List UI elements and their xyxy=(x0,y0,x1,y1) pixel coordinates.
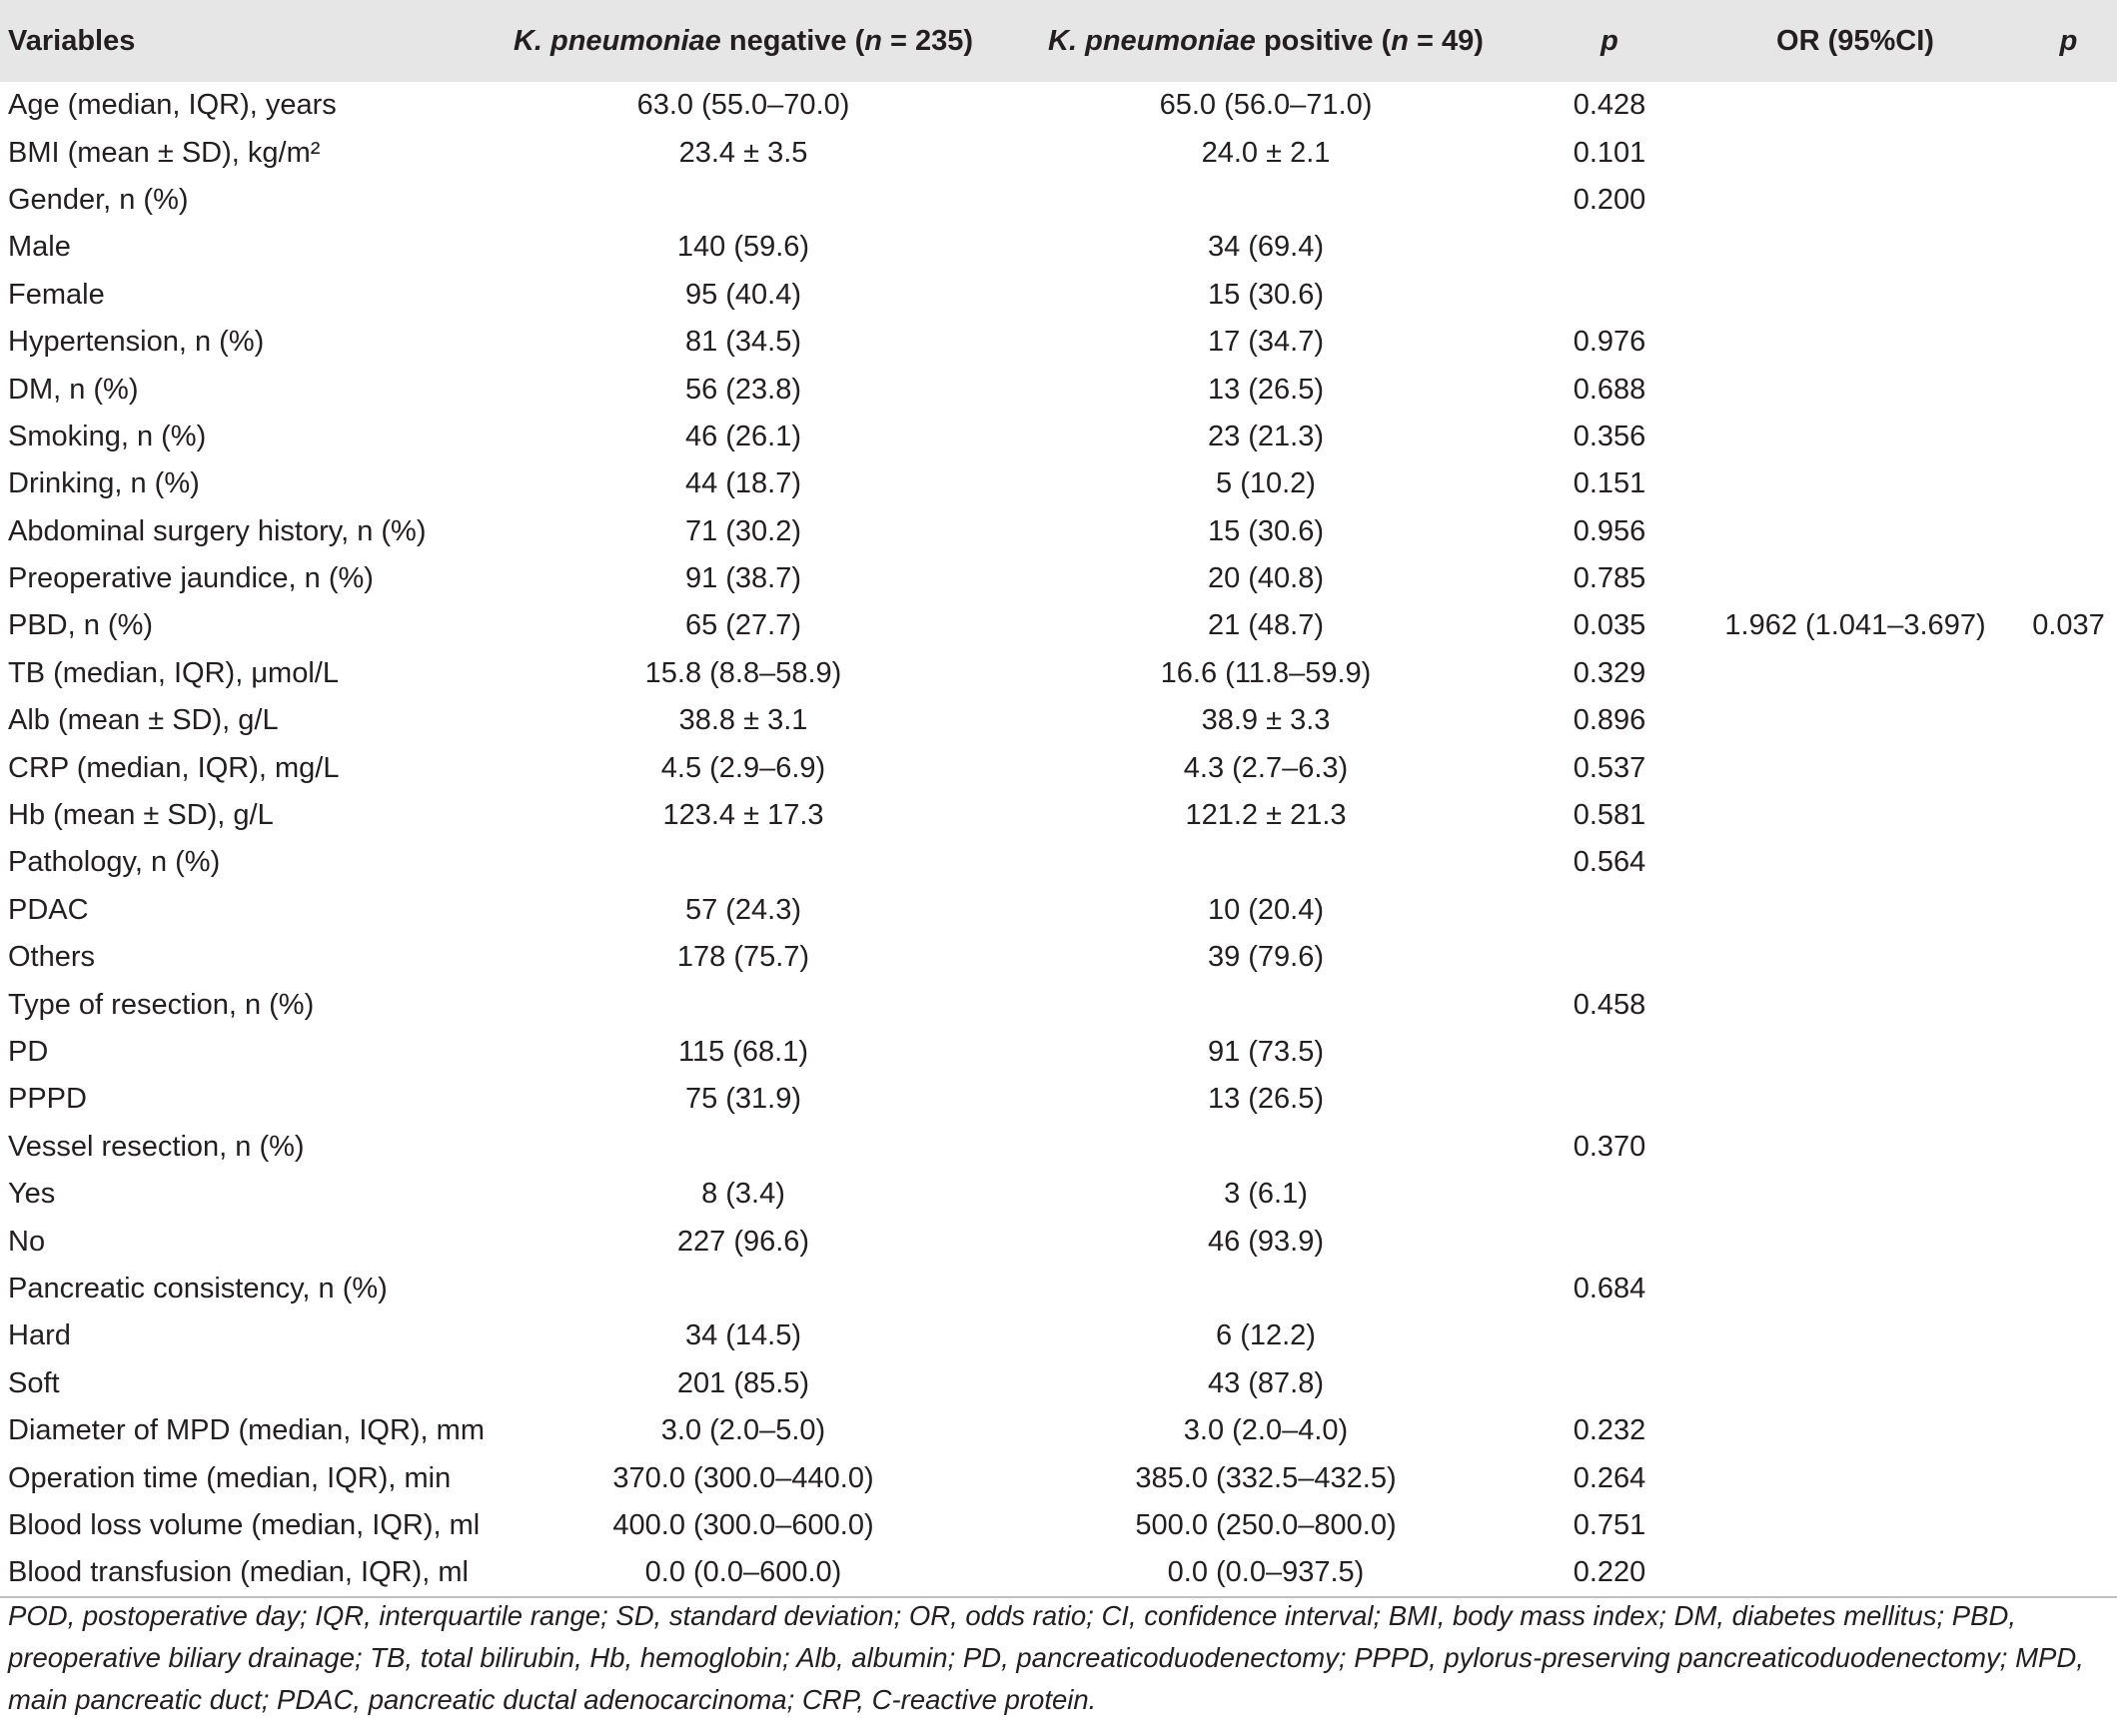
cell-p-value-multivariate xyxy=(2020,555,2117,602)
cell-odds-ratio xyxy=(1690,1454,2020,1501)
cell-positive: 38.9 ± 3.3 xyxy=(1201,704,1331,737)
cell-positive: 43 (87.8) xyxy=(1207,1366,1325,1399)
cell-negative: 91 (38.7) xyxy=(684,562,802,595)
cell-p-value-multivariate xyxy=(2020,129,2117,176)
table-row xyxy=(0,602,2117,649)
cell-variable: Vessel resection, n (%) xyxy=(8,1130,305,1163)
cell-negative: 23.4 ± 3.5 xyxy=(678,136,808,169)
cell-positive xyxy=(1003,1124,1529,1171)
cell-p-value: 0.329 xyxy=(1573,656,1646,689)
cell-p-value xyxy=(1529,1360,1690,1407)
table-row xyxy=(0,1218,2117,1265)
cell-variable: PPPD xyxy=(8,1083,87,1116)
cell-negative: 38.8 ± 3.1 xyxy=(678,704,808,737)
cell-variable: Soft xyxy=(8,1366,60,1399)
cell-negative: 63.0 (55.0–70.0) xyxy=(636,89,850,122)
header-variables: Variables xyxy=(8,24,136,57)
cell-negative: 95 (40.4) xyxy=(684,278,802,311)
cell-odds-ratio xyxy=(1690,1266,2020,1312)
header-negative-count: = 235) xyxy=(881,24,974,57)
cell-variable: Pathology, n (%) xyxy=(8,846,221,879)
table-row xyxy=(0,792,2117,839)
table-row xyxy=(0,129,2117,176)
cell-p-value xyxy=(1529,1312,1690,1359)
cell-positive: 34 (69.4) xyxy=(1207,231,1325,264)
cell-odds-ratio xyxy=(1690,839,2020,886)
cell-variable: PD xyxy=(8,1036,49,1068)
cell-positive: 24.0 ± 2.1 xyxy=(1201,136,1331,169)
cell-variable: PDAC xyxy=(8,893,89,926)
cell-odds-ratio xyxy=(1690,1171,2020,1218)
cell-variable: TB (median, IQR), μmol/L xyxy=(8,656,339,689)
cell-negative xyxy=(484,1266,1003,1312)
cell-positive: 65.0 (56.0–71.0) xyxy=(1159,89,1373,122)
cell-negative: 4.5 (2.9–6.9) xyxy=(660,751,826,784)
cell-p-value-multivariate xyxy=(2020,839,2117,886)
cell-variable: Hypertension, n (%) xyxy=(8,326,265,359)
cell-p-value: 0.264 xyxy=(1573,1461,1646,1494)
header-positive xyxy=(1003,0,1529,82)
cell-odds-ratio xyxy=(1690,1549,2020,1596)
cell-variable: Hb (mean ± SD), g/L xyxy=(8,799,274,832)
cell-p-value-multivariate xyxy=(2020,272,2117,319)
cell-negative xyxy=(484,1124,1003,1171)
cell-odds-ratio xyxy=(1690,1124,2020,1171)
table-body xyxy=(0,82,2117,1597)
table-row xyxy=(0,1502,2117,1549)
cell-p-value-multivariate xyxy=(2020,697,2117,744)
cell-negative: 46 (26.1) xyxy=(684,420,802,452)
cell-p-value-multivariate xyxy=(2020,1407,2117,1454)
cell-negative xyxy=(484,177,1003,224)
cell-variable: BMI (mean ± SD), kg/m² xyxy=(8,136,321,169)
cell-odds-ratio xyxy=(1690,650,2020,697)
header-positive-label: positive ( xyxy=(1255,24,1392,57)
cell-positive: 4.3 (2.7–6.3) xyxy=(1183,751,1349,784)
cell-negative: 56 (23.8) xyxy=(684,373,802,406)
cell-negative: 370.0 (300.0–440.0) xyxy=(612,1461,874,1494)
cell-variable: Pancreatic consistency, n (%) xyxy=(8,1272,388,1304)
table-header xyxy=(0,0,2117,82)
cell-negative: 0.0 (0.0–600.0) xyxy=(484,1549,1003,1596)
cell-odds-ratio xyxy=(1690,82,2020,129)
cell-variable: Male xyxy=(8,231,71,264)
table-row xyxy=(0,1029,2117,1076)
cell-positive: 6 (12.2) xyxy=(1216,1319,1316,1352)
cell-negative: 123.4 ± 17.3 xyxy=(662,799,824,832)
cell-positive: 10 (20.4) xyxy=(1207,893,1325,926)
cell-p-value: 0.101 xyxy=(1573,136,1646,169)
cell-variable: Yes xyxy=(8,1178,56,1211)
cell-positive: 500.0 (250.0–800.0) xyxy=(1135,1508,1397,1541)
table-row xyxy=(0,934,2117,981)
table-row xyxy=(0,319,2117,366)
table-row xyxy=(0,697,2117,744)
cell-p-value: 0.356 xyxy=(1573,420,1646,452)
cell-p-value: 0.688 xyxy=(1573,373,1646,406)
table-row xyxy=(0,555,2117,602)
cell-variable: Type of resection, n (%) xyxy=(8,988,315,1021)
cell-odds-ratio xyxy=(1690,555,2020,602)
cell-positive: 0.0 (0.0–937.5) xyxy=(1003,1549,1529,1596)
cell-positive: 5 (10.2) xyxy=(1216,467,1316,500)
header-row xyxy=(0,0,2117,82)
cell-variable: Others xyxy=(8,941,96,974)
cell-p-value-multivariate xyxy=(2020,981,2117,1028)
cell-p-value-multivariate xyxy=(2020,1076,2117,1123)
table-row xyxy=(0,82,2117,129)
cell-negative: 3.0 (2.0–5.0) xyxy=(660,1414,826,1447)
table-row xyxy=(0,414,2117,460)
cell-p-value: 0.370 xyxy=(1573,1130,1646,1163)
cell-negative: 81 (34.5) xyxy=(684,326,802,359)
cell-negative: 178 (75.7) xyxy=(676,941,810,974)
cell-odds-ratio xyxy=(1690,744,2020,791)
cell-positive xyxy=(1003,177,1529,224)
cell-positive: 21 (48.7) xyxy=(1207,609,1325,642)
cell-odds-ratio xyxy=(1690,366,2020,413)
header-negative xyxy=(484,0,1003,82)
table-row xyxy=(0,1171,2117,1218)
cell-negative: 15.8 (8.8–58.9) xyxy=(644,656,842,689)
cell-p-value xyxy=(1529,934,1690,981)
cell-negative: 44 (18.7) xyxy=(684,467,802,500)
cell-positive: 3.0 (2.0–4.0) xyxy=(1183,1414,1349,1447)
cell-p-value-multivariate xyxy=(2020,460,2117,507)
cell-odds-ratio xyxy=(1690,508,2020,555)
cell-negative: 400.0 (300.0–600.0) xyxy=(612,1508,874,1541)
cell-odds-ratio xyxy=(1690,224,2020,271)
cell-p-value-multivariate xyxy=(2020,414,2117,460)
cell-negative: 71 (30.2) xyxy=(684,514,802,547)
cell-positive: 385.0 (332.5–432.5) xyxy=(1135,1461,1397,1494)
table-row xyxy=(0,839,2117,886)
table-row xyxy=(0,508,2117,555)
cell-negative: 115 (68.1) xyxy=(677,1036,809,1068)
cell-p-value: 0.785 xyxy=(1573,562,1646,595)
table-row xyxy=(0,1312,2117,1359)
cell-variable: Diameter of MPD (median, IQR), mm xyxy=(8,1414,485,1447)
cell-p-value: 0.564 xyxy=(1573,846,1646,879)
cell-odds-ratio xyxy=(1690,792,2020,839)
table-row xyxy=(0,1549,2117,1596)
cell-odds-ratio xyxy=(1690,129,2020,176)
cell-positive: 91 (73.5) xyxy=(1207,1036,1325,1068)
table-row xyxy=(0,1407,2117,1454)
cell-p-value: 0.428 xyxy=(1573,89,1646,122)
cell-odds-ratio xyxy=(1690,414,2020,460)
cell-positive xyxy=(1003,839,1529,886)
cell-variable: Blood loss volume (median, IQR), ml xyxy=(8,1508,481,1541)
cell-p-value-multivariate xyxy=(2020,319,2117,366)
table-row xyxy=(0,224,2117,271)
header-odds-ratio: OR (95%CI) xyxy=(1776,24,1934,57)
header-positive-species: K. pneumoniae xyxy=(1048,24,1256,57)
cell-p-value-multivariate xyxy=(2020,82,2117,129)
cell-p-value-multivariate xyxy=(2020,1266,2117,1312)
cell-positive: 13 (26.5) xyxy=(1207,373,1325,406)
cell-p-value xyxy=(1529,272,1690,319)
cell-odds-ratio: 1.962 (1.041–3.697) xyxy=(1724,609,1986,642)
cell-p-value-multivariate xyxy=(2020,650,2117,697)
cell-odds-ratio xyxy=(1690,934,2020,981)
cell-negative: 34 (14.5) xyxy=(684,1319,802,1352)
cell-odds-ratio xyxy=(1690,887,2020,934)
cell-variable: Operation time (median, IQR), min xyxy=(8,1461,452,1494)
cell-p-value: 0.976 xyxy=(1573,326,1646,359)
cell-p-value xyxy=(1529,224,1690,271)
cell-odds-ratio xyxy=(1690,1029,2020,1076)
cell-variable: Drinking, n (%) xyxy=(8,467,200,500)
cell-p-value-multivariate xyxy=(2020,366,2117,413)
table-row xyxy=(0,272,2117,319)
table-row xyxy=(0,177,2117,224)
cell-positive: 3 (6.1) xyxy=(1224,1178,1308,1211)
cell-p-value xyxy=(1529,1076,1690,1123)
cell-p-value-multivariate xyxy=(2020,887,2117,934)
table-row xyxy=(0,744,2117,791)
table-row xyxy=(0,887,2117,934)
cell-negative: 201 (85.5) xyxy=(676,1366,810,1399)
table-row xyxy=(0,1454,2117,1501)
cell-p-value: 0.151 xyxy=(1573,467,1646,500)
header-positive-n: n xyxy=(1391,24,1409,57)
cell-p-value: 0.035 xyxy=(1573,609,1646,642)
header-negative-label: negative ( xyxy=(720,24,865,57)
cell-p-value: 0.458 xyxy=(1573,988,1646,1021)
cell-p-value xyxy=(1529,1171,1690,1218)
cell-p-value xyxy=(1529,1218,1690,1265)
table-row xyxy=(0,460,2117,507)
cell-odds-ratio xyxy=(1690,272,2020,319)
cell-p-value: 0.537 xyxy=(1573,751,1646,784)
cell-positive: 16.6 (11.8–59.9) xyxy=(1160,656,1372,689)
cell-p-value-multivariate xyxy=(2020,1549,2117,1596)
cell-positive: 15 (30.6) xyxy=(1207,278,1325,311)
cell-p-value xyxy=(1529,1029,1690,1076)
table-row xyxy=(0,981,2117,1028)
cell-p-value: 0.896 xyxy=(1573,704,1646,737)
cell-odds-ratio xyxy=(1690,319,2020,366)
cell-variable: Preoperative jaundice, n (%) xyxy=(8,562,374,595)
cell-p-value-multivariate xyxy=(2020,1312,2117,1359)
cell-odds-ratio xyxy=(1690,1218,2020,1265)
cell-odds-ratio xyxy=(1690,981,2020,1028)
cell-variable: Alb (mean ± SD), g/L xyxy=(8,704,279,737)
cell-odds-ratio xyxy=(1690,1360,2020,1407)
cell-p-value: 0.684 xyxy=(1573,1272,1646,1304)
table-row xyxy=(0,1076,2117,1123)
cell-variable: Age (median, IQR), years xyxy=(8,89,337,122)
table-row xyxy=(0,366,2117,413)
cell-p-value-multivariate: 0.037 xyxy=(2032,609,2105,642)
cell-odds-ratio xyxy=(1690,697,2020,744)
cell-positive: 46 (93.9) xyxy=(1207,1225,1325,1258)
cell-p-value: 0.200 xyxy=(1573,183,1646,216)
cell-p-value-multivariate xyxy=(2020,177,2117,224)
cell-positive xyxy=(1003,981,1529,1028)
cell-odds-ratio xyxy=(1690,1312,2020,1359)
cell-odds-ratio xyxy=(1690,1407,2020,1454)
cell-p-value: 0.232 xyxy=(1573,1414,1646,1447)
cell-variable: Hard xyxy=(8,1319,71,1352)
cell-variable: Abdominal surgery history, n (%) xyxy=(8,514,427,547)
cell-negative: 65 (27.7) xyxy=(684,609,802,642)
cell-p-value: 0.956 xyxy=(1573,514,1646,547)
cell-positive: 39 (79.6) xyxy=(1207,941,1325,974)
cell-p-value: 0.220 xyxy=(1529,1549,1690,1596)
cell-negative: 227 (96.6) xyxy=(676,1225,810,1258)
header-p-value-multivariate: p xyxy=(2059,24,2078,57)
cell-odds-ratio xyxy=(1690,1502,2020,1549)
cell-negative: 8 (3.4) xyxy=(701,1178,785,1211)
cell-positive xyxy=(1003,1266,1529,1312)
cell-p-value-multivariate xyxy=(2020,1502,2117,1549)
table-row xyxy=(0,1124,2117,1171)
cell-p-value-multivariate xyxy=(2020,1360,2117,1407)
cell-p-value-multivariate xyxy=(2020,792,2117,839)
cell-p-value-multivariate xyxy=(2020,1454,2117,1501)
cell-positive: 15 (30.6) xyxy=(1207,514,1325,547)
cell-p-value-multivariate xyxy=(2020,508,2117,555)
cell-odds-ratio xyxy=(1690,460,2020,507)
cell-variable: Blood transfusion (median, IQR), ml xyxy=(0,1549,484,1596)
header-negative-n: n xyxy=(864,24,882,57)
cell-negative: 75 (31.9) xyxy=(684,1083,802,1116)
cell-variable: PBD, n (%) xyxy=(8,609,154,642)
header-negative-species: K. pneumoniae xyxy=(513,24,721,57)
cell-negative xyxy=(484,981,1003,1028)
cell-negative: 57 (24.3) xyxy=(684,893,802,926)
cell-p-value-multivariate xyxy=(2020,1218,2117,1265)
header-positive-count: = 49) xyxy=(1408,24,1484,57)
cell-positive: 23 (21.3) xyxy=(1207,420,1325,452)
cell-p-value-multivariate xyxy=(2020,1124,2117,1171)
cell-variable: CRP (median, IQR), mg/L xyxy=(8,751,340,784)
cell-negative xyxy=(484,839,1003,886)
cell-positive: 121.2 ± 21.3 xyxy=(1185,799,1347,832)
cell-odds-ratio xyxy=(1690,177,2020,224)
cell-odds-ratio xyxy=(1690,1076,2020,1123)
cell-variable: No xyxy=(8,1225,46,1258)
cell-positive: 13 (26.5) xyxy=(1207,1083,1325,1116)
cell-negative: 140 (59.6) xyxy=(676,231,810,264)
cell-variable: Smoking, n (%) xyxy=(8,420,207,452)
cell-p-value-multivariate xyxy=(2020,744,2117,791)
cell-positive: 20 (40.8) xyxy=(1207,562,1325,595)
table-row xyxy=(0,650,2117,697)
cell-p-value-multivariate xyxy=(2020,934,2117,981)
table-row xyxy=(0,1266,2117,1312)
table-row xyxy=(0,1360,2117,1407)
cell-p-value-multivariate xyxy=(2020,1171,2117,1218)
header-p-value: p xyxy=(1600,24,1618,57)
cell-p-value-multivariate xyxy=(2020,1029,2117,1076)
cell-positive: 17 (34.7) xyxy=(1207,326,1325,359)
table-footnote: POD, postoperative day; IQR, interquartile range; SD, standard deviation; OR, odds ratio; CI, confidence interval; BMI, body mass index; DM, diabetes mellitus; PBD, preoperative biliary drainage; TB, total bilirubin, Hb, hemoglobin; Alb, albumin; PD, pancreaticoduodenectomy; PPPD, pylorus-preserving pancreaticoduodenectomy; MPD, main pancreatic duct; PDAC, pancreatic ductal adenocarcinoma; CRP, C-reactive protein. xyxy=(8,1600,2084,1715)
cell-p-value-multivariate xyxy=(2020,224,2117,271)
cell-variable: Gender, n (%) xyxy=(8,183,189,216)
cell-variable: DM, n (%) xyxy=(8,373,139,406)
cell-p-value: 0.751 xyxy=(1573,1508,1646,1541)
cell-variable: Female xyxy=(8,278,105,311)
cell-p-value: 0.581 xyxy=(1573,799,1646,832)
cell-p-value xyxy=(1529,887,1690,934)
